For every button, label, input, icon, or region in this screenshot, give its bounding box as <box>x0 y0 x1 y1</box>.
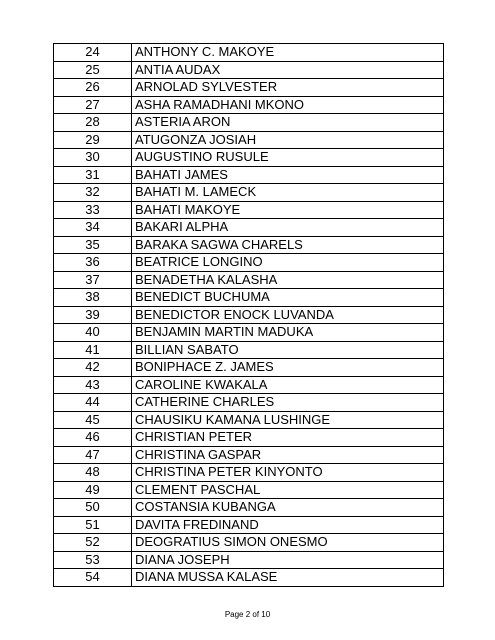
table-row <box>54 236 444 254</box>
table-row <box>54 61 444 79</box>
table-row <box>54 96 444 114</box>
row-number-cell: 52 <box>54 534 132 552</box>
row-number-cell: 47 <box>54 446 132 464</box>
row-number-cell: 26 <box>54 79 132 97</box>
table-row <box>54 429 444 447</box>
table-row <box>54 79 444 97</box>
row-number-cell: 24 <box>54 44 132 62</box>
participant-name-cell: CHRISTINA PETER KINYONTO <box>132 464 444 482</box>
table-row <box>54 166 444 184</box>
table-row <box>54 219 444 237</box>
participant-name-cell: BENJAMIN MARTIN MADUKA <box>132 324 444 342</box>
table-row <box>54 271 444 289</box>
row-number-cell: 44 <box>54 394 132 412</box>
table-row <box>54 569 444 587</box>
participant-name-cell: BAHATI JAMES <box>132 166 444 184</box>
participant-name-cell: DAVITA FREDINAND <box>132 516 444 534</box>
row-number-cell: 28 <box>54 114 132 132</box>
participant-name-cell: CHRISTIAN PETER <box>132 429 444 447</box>
row-number-cell: 51 <box>54 516 132 534</box>
row-number-cell: 46 <box>54 429 132 447</box>
participant-name-cell: BENEDICT BUCHUMA <box>132 289 444 307</box>
row-number-cell: 41 <box>54 341 132 359</box>
participant-name-cell: BENADETHA KALASHA <box>132 271 444 289</box>
row-number-cell: 31 <box>54 166 132 184</box>
row-number-cell: 50 <box>54 499 132 517</box>
participant-name-cell: CLEMENT PASCHAL <box>132 481 444 499</box>
table-row <box>54 324 444 342</box>
row-number-cell: 35 <box>54 236 132 254</box>
name-list-body <box>54 44 444 587</box>
participant-name-cell: DIANA JOSEPH <box>132 551 444 569</box>
participant-name-cell: CHRISTINA GASPAR <box>132 446 444 464</box>
row-number-cell: 27 <box>54 96 132 114</box>
table-row <box>54 516 444 534</box>
row-number-cell: 32 <box>54 184 132 202</box>
table-row <box>54 376 444 394</box>
row-number-cell: 53 <box>54 551 132 569</box>
row-number-cell: 45 <box>54 411 132 429</box>
row-number-cell: 42 <box>54 359 132 377</box>
participant-name-cell: DIANA MUSSA KALASE <box>132 569 444 587</box>
participant-name-cell: ARNOLAD SYLVESTER <box>132 79 444 97</box>
participant-name-cell: BONIPHACE Z. JAMES <box>132 359 444 377</box>
row-number-cell: 37 <box>54 271 132 289</box>
participant-name-cell: ANTHONY C. MAKOYE <box>132 44 444 62</box>
participant-name-cell: ATUGONZA JOSIAH <box>132 131 444 149</box>
row-number-cell: 39 <box>54 306 132 324</box>
table-row <box>54 359 444 377</box>
participant-name-cell: BEATRICE LONGINO <box>132 254 444 272</box>
participant-name-cell: CHAUSIKU KAMANA LUSHINGE <box>132 411 444 429</box>
name-list-table <box>53 43 444 587</box>
row-number-cell: 34 <box>54 219 132 237</box>
table-row <box>54 184 444 202</box>
row-number-cell: 54 <box>54 569 132 587</box>
participant-name-cell: CATHERINE CHARLES <box>132 394 444 412</box>
row-number-cell: 33 <box>54 201 132 219</box>
participant-name-cell: BAHATI MAKOYE <box>132 201 444 219</box>
table-row <box>54 254 444 272</box>
participant-name-cell: DEOGRATIUS SIMON ONESMO <box>132 534 444 552</box>
table-row <box>54 149 444 167</box>
participant-name-cell: COSTANSIA KUBANGA <box>132 499 444 517</box>
participant-name-cell: CAROLINE KWAKALA <box>132 376 444 394</box>
table-row <box>54 201 444 219</box>
row-number-cell: 40 <box>54 324 132 342</box>
table-row <box>54 341 444 359</box>
table-row <box>54 114 444 132</box>
participant-name-cell: BARAKA SAGWA CHARELS <box>132 236 444 254</box>
row-number-cell: 48 <box>54 464 132 482</box>
participant-name-cell: ANTIA AUDAX <box>132 61 444 79</box>
participant-name-cell: BILLIAN SABATO <box>132 341 444 359</box>
row-number-cell: 25 <box>54 61 132 79</box>
participant-name-cell: BAHATI M. LAMECK <box>132 184 444 202</box>
participant-name-cell: ASTERIA ARON <box>132 114 444 132</box>
table-row <box>54 306 444 324</box>
table-row <box>54 411 444 429</box>
table-row <box>54 44 444 62</box>
table-row <box>54 394 444 412</box>
participant-name-cell: AUGUSTINO RUSULE <box>132 149 444 167</box>
row-number-cell: 43 <box>54 376 132 394</box>
row-number-cell: 38 <box>54 289 132 307</box>
table-row <box>54 131 444 149</box>
table-row <box>54 481 444 499</box>
row-number-cell: 29 <box>54 131 132 149</box>
table-row <box>54 289 444 307</box>
table-row <box>54 499 444 517</box>
row-number-cell: 30 <box>54 149 132 167</box>
table-row <box>54 446 444 464</box>
table-row <box>54 551 444 569</box>
row-number-cell: 36 <box>54 254 132 272</box>
table-row <box>54 464 444 482</box>
row-number-cell: 49 <box>54 481 132 499</box>
participant-name-cell: ASHA RAMADHANI MKONO <box>132 96 444 114</box>
participant-name-cell: BENEDICTOR ENOCK LUVANDA <box>132 306 444 324</box>
page-number-footer: Page 2 of 10 <box>224 610 271 619</box>
participant-name-cell: BAKARI ALPHA <box>132 219 444 237</box>
table-row <box>54 534 444 552</box>
